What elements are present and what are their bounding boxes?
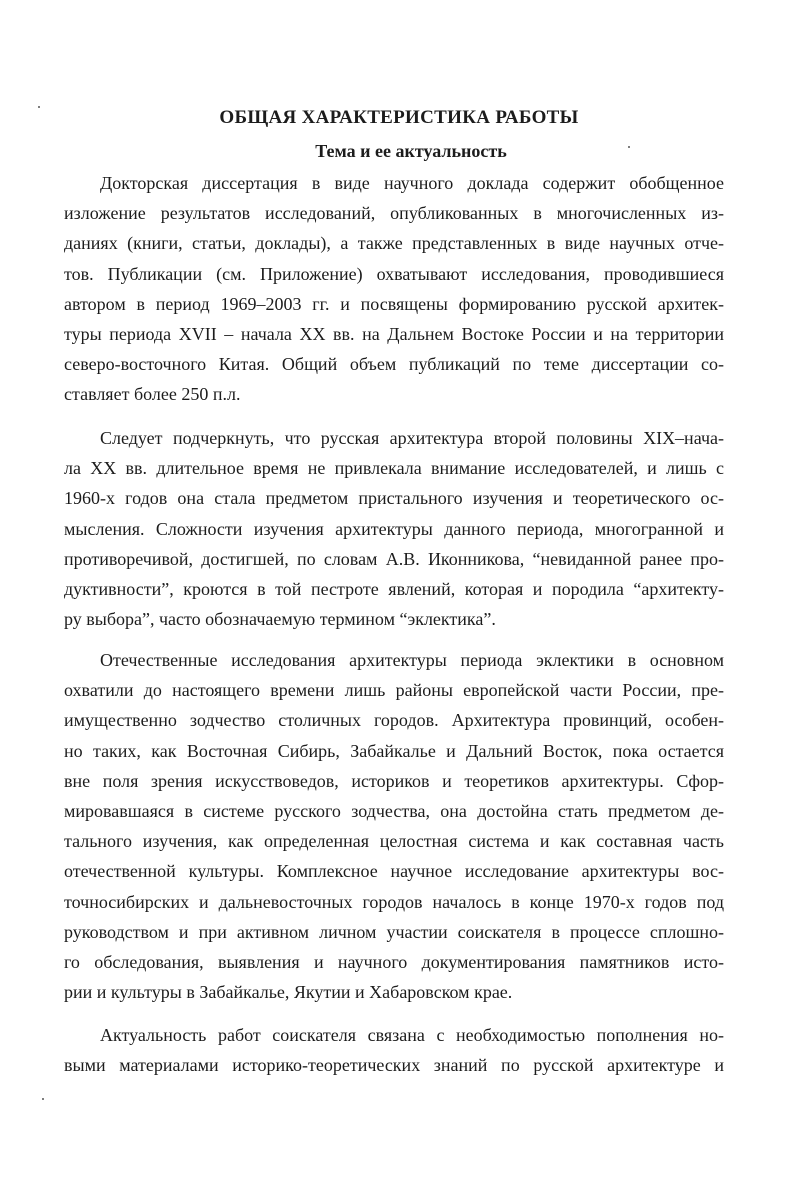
text-line: противоречивой, достигшей, по словам А.В. Иконникова, “невиданной ранее про- (64, 548, 724, 569)
text-line: Докторская диссертация в виде научного доклада содержит обобщенное (100, 173, 724, 193)
text-line: го обследования, выявления и научного документирования памятников исто- (64, 951, 724, 972)
text-line: охватили до настоящего времени лишь районы европейской части России, пре- (64, 680, 724, 701)
text-line: изложение результатов исследований, опубликованных в многочисленных из- (64, 203, 724, 224)
text-line: тов. Публикации (см. Приложение) охватывают исследования, проводившиеся (64, 263, 724, 284)
text-line: имущественно зодчество столичных городов. Архитектура провинций, особен- (64, 710, 724, 731)
text-line: точносибирских и дальневосточных городов началось в конце 1970-х годов под (64, 891, 724, 912)
paragraph-4 (64, 1020, 724, 1080)
text-line: выми материалами историко-теоретических знаний по русской архитектуре и (64, 1055, 724, 1076)
text-line: ла XX вв. длительное время не привлекала внимание исследователей, и лишь с (64, 458, 724, 479)
text-line: рии и культуры в Забайкалье, Якутии и Хабаровском крае. (64, 982, 513, 1003)
text-line: тального изучения, как определенная целостная система и как составная часть (64, 831, 724, 852)
section-title: ОБЩАЯ ХАРАКТЕРИСТИКА РАБОТЫ (219, 107, 579, 128)
text-line: ру выбора”, часто обозначаемую термином “эклектика”. (64, 609, 496, 630)
paragraph-1 (64, 168, 724, 410)
text-line: вне поля зрения искусствоведов, историков и теоретиков архитектуры. Сфор- (64, 770, 724, 791)
text-line: Отечественные исследования архитектуры периода эклектики в основном (100, 650, 724, 670)
text-line: даниях (книги, статьи, доклады), а также представленных в виде научных отче- (64, 233, 724, 254)
section-subtitle: Тема и ее актуальность (315, 141, 507, 161)
text-line: 1960-х годов она стала предметом пристального изучения и теоретического ос- (64, 488, 724, 509)
text-line: ставляет более 250 п.л. (64, 384, 241, 405)
paragraph-3 (64, 645, 724, 1007)
text-line: автором в период 1969–2003 гг. и посвящены формированию русской архитек- (64, 293, 724, 314)
scan-speck (38, 106, 40, 108)
scan-speck (628, 146, 630, 148)
text-line: дуктивности”, кроются в той пестроте явлений, которая и породила “архитекту- (64, 578, 724, 599)
text-line: северо-восточного Китая. Общий объем публикаций по теме диссертации со- (64, 354, 724, 375)
text-line: но таких, как Восточная Сибирь, Забайкалье и Дальний Восток, пока остается (64, 740, 724, 761)
text-line: Следует подчеркнуть, что русская архитектура второй половины XIX–нача- (100, 428, 724, 448)
text-line: мысления. Сложности изучения архитектуры данного периода, многогранной и (64, 518, 724, 539)
paragraph-2 (64, 423, 724, 634)
text-line: отечественной культуры. Комплексное научное исследование архитектуры вос- (64, 861, 724, 882)
text-line: мировавшаяся в системе русского зодчества, она достойна стать предметом де- (64, 800, 724, 821)
text-line: руководством и при активном личном участии соискателя в процессе сплошно- (64, 921, 724, 942)
scan-speck (42, 1098, 44, 1100)
text-line: туры периода XVII – начала XX вв. на Дальнем Востоке России и на территории (64, 323, 724, 344)
text-line: Актуальность работ соискателя связана с необходимостью пополнения но- (100, 1025, 724, 1045)
